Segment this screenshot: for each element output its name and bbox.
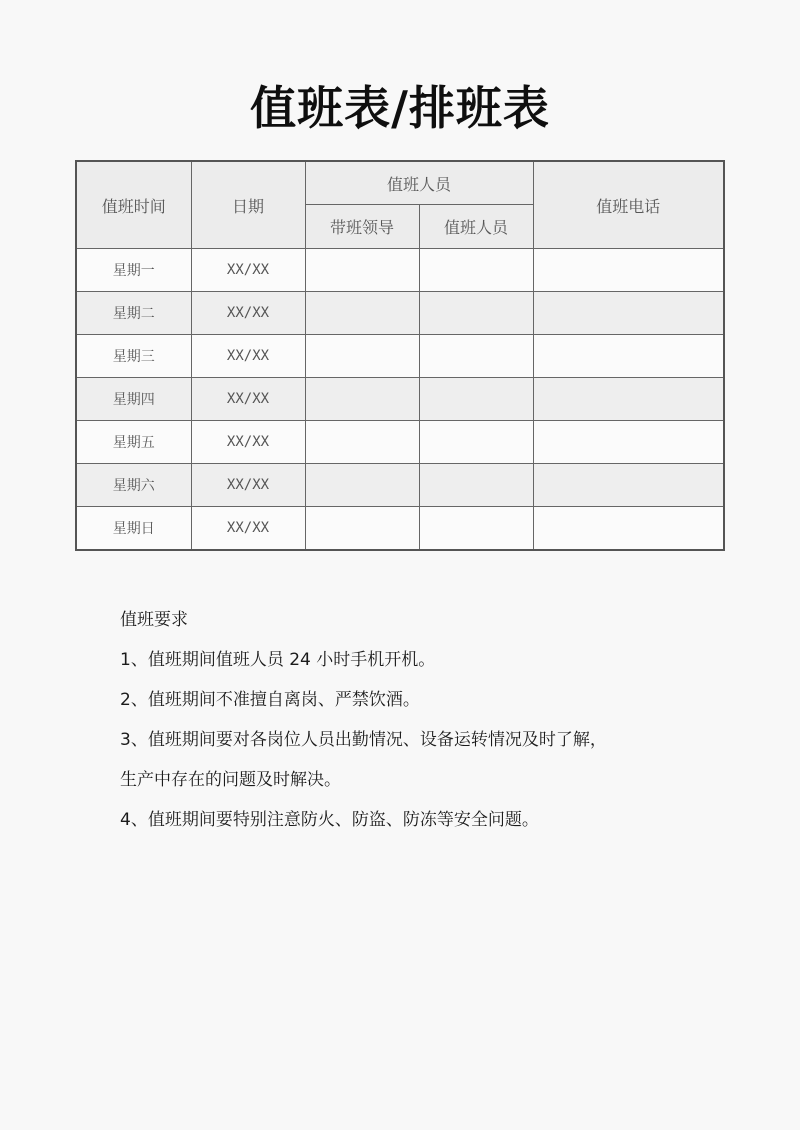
day-cell: 星期六 xyxy=(76,464,191,507)
table-body xyxy=(76,249,724,551)
staff-cell xyxy=(419,421,533,464)
day-cell: 星期日 xyxy=(76,507,191,551)
leader-cell xyxy=(305,421,419,464)
staff-cell xyxy=(419,335,533,378)
header-date: 日期 xyxy=(191,161,305,249)
phone-cell xyxy=(533,335,724,378)
leader-cell xyxy=(305,249,419,292)
page-title: 值班表/排班表 xyxy=(250,81,550,135)
table-row xyxy=(76,464,724,507)
table-header-row xyxy=(76,161,724,205)
requirement-line: 2、值班期间不准擅自离岗、严禁饮酒。 xyxy=(120,690,420,710)
requirement-line: 4、值班期间要特别注意防火、防盗、防冻等安全问题。 xyxy=(120,810,539,830)
phone-cell xyxy=(533,249,724,292)
leader-cell xyxy=(305,507,419,551)
leader-cell xyxy=(305,335,419,378)
leader-cell xyxy=(305,292,419,335)
phone-cell xyxy=(533,421,724,464)
staff-cell xyxy=(419,378,533,421)
phone-cell xyxy=(533,464,724,507)
requirement-line: 生产中存在的问题及时解决。 xyxy=(120,770,341,790)
staff-cell xyxy=(419,249,533,292)
header-staff-group: 值班人员 xyxy=(305,161,533,205)
day-cell: 星期三 xyxy=(76,335,191,378)
date-cell: XX/XX xyxy=(191,507,305,551)
staff-cell xyxy=(419,292,533,335)
date-cell: XX/XX xyxy=(191,335,305,378)
day-cell: 星期四 xyxy=(76,378,191,421)
phone-cell xyxy=(533,292,724,335)
date-cell: XX/XX xyxy=(191,249,305,292)
requirements-list xyxy=(120,640,740,840)
duty-schedule-table xyxy=(75,160,725,551)
header-duty-phone: 值班电话 xyxy=(533,161,724,249)
phone-cell xyxy=(533,378,724,421)
requirements-title: 值班要求 xyxy=(120,610,188,630)
table-row xyxy=(76,335,724,378)
phone-cell xyxy=(533,507,724,551)
date-cell: XX/XX xyxy=(191,378,305,421)
day-cell: 星期五 xyxy=(76,421,191,464)
day-cell: 星期二 xyxy=(76,292,191,335)
staff-cell xyxy=(419,464,533,507)
table-row xyxy=(76,421,724,464)
day-cell: 星期一 xyxy=(76,249,191,292)
header-staff: 值班人员 xyxy=(419,205,533,249)
requirement-line: 3、值班期间要对各岗位人员出勤情况、设备运转情况及时了解， xyxy=(120,730,607,750)
table-row xyxy=(76,249,724,292)
date-cell: XX/XX xyxy=(191,292,305,335)
requirements-section xyxy=(120,600,740,840)
date-cell: XX/XX xyxy=(191,464,305,507)
table-row xyxy=(76,507,724,551)
date-cell: XX/XX xyxy=(191,421,305,464)
requirement-line: 1、值班期间值班人员 24 小时手机开机。 xyxy=(120,650,436,670)
leader-cell xyxy=(305,464,419,507)
table-row xyxy=(76,292,724,335)
header-duty-time: 值班时间 xyxy=(76,161,191,249)
leader-cell xyxy=(305,378,419,421)
staff-cell xyxy=(419,507,533,551)
header-leader: 带班领导 xyxy=(305,205,419,249)
table-row xyxy=(76,378,724,421)
